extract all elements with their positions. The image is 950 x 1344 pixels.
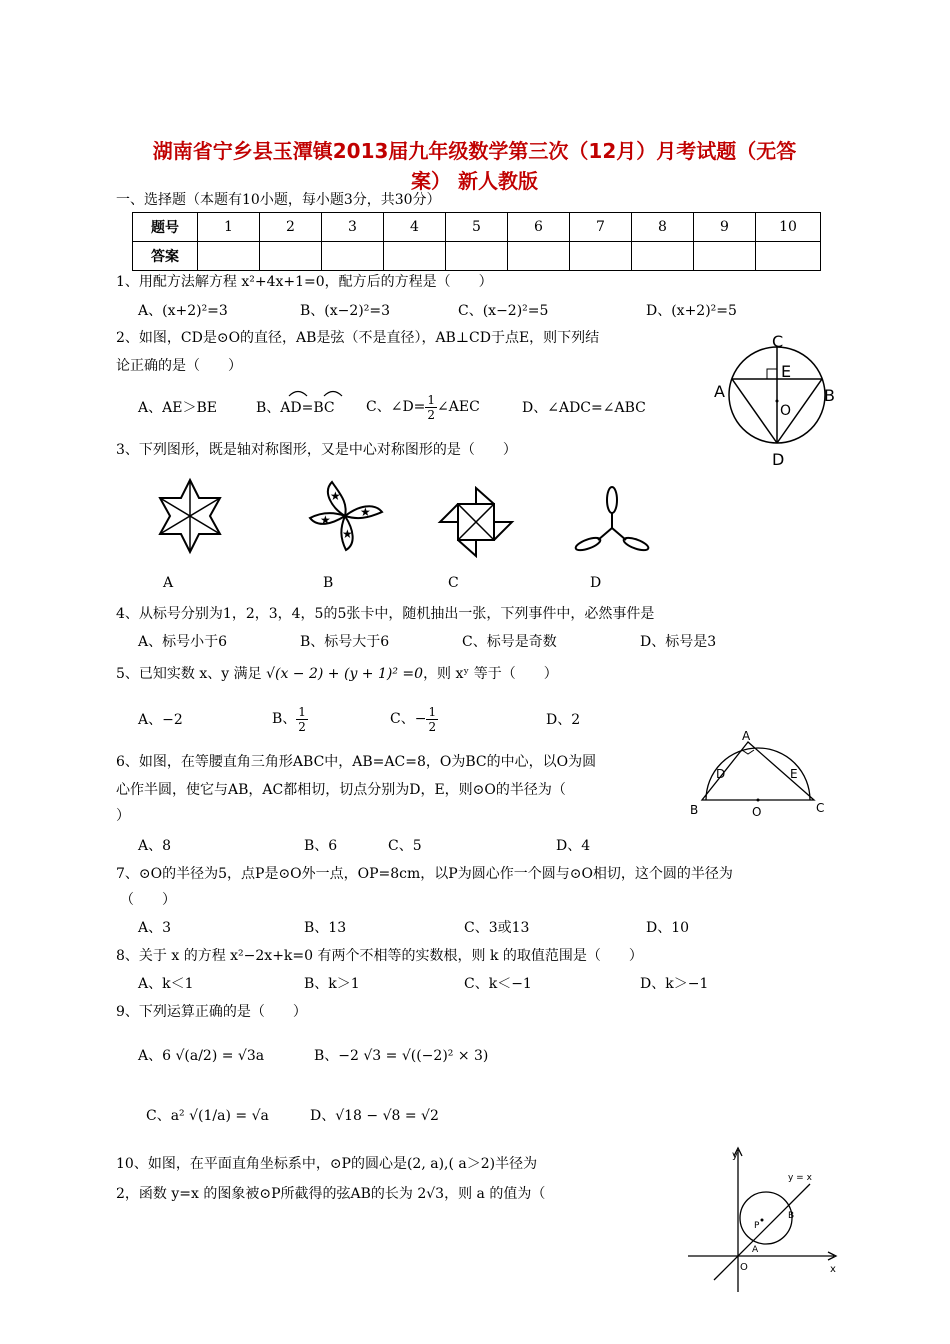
- q5-stem-prefix: 5、已知实数 x、y 满足: [116, 666, 262, 682]
- q9-option-b: B、−2 √3 = √((−2)² × 3): [314, 1048, 489, 1064]
- q6-option-b: B、6: [304, 838, 338, 854]
- row-label-answer: 答案: [133, 242, 198, 271]
- label-E: E: [790, 767, 798, 781]
- q7-option-b: B、13: [304, 920, 347, 936]
- three-blade-figure: [570, 484, 668, 558]
- label-x: x: [830, 1264, 836, 1275]
- answer-table: [132, 212, 821, 271]
- q3-label-b: B: [323, 575, 334, 591]
- answer-cell: [694, 242, 756, 271]
- q8-option-d: D、k＞−1: [640, 976, 709, 992]
- label-O: O: [752, 805, 762, 819]
- table-number: 1: [198, 213, 260, 242]
- label-O: O: [780, 403, 792, 419]
- row-label-question: 题号: [133, 213, 198, 242]
- q10-stem-1: 10、如图，在平面直角坐标系中，⊙P的圆心是(2, a),( a＞2)半径为: [116, 1156, 538, 1172]
- q2-option-d: D、∠ADC=∠ABC: [522, 400, 646, 416]
- label-D: D: [772, 450, 785, 469]
- q3-label-d: D: [590, 575, 602, 591]
- q7-option-c: C、3或13: [464, 920, 530, 936]
- q9-option-c: C、a² √(1/a) = √a: [146, 1108, 269, 1124]
- label-B: B: [690, 803, 699, 817]
- arc-marks: [286, 386, 356, 398]
- q4-stem: 4、从标号分别为1，2，3，4，5的5张卡中，随机抽出一张，下列事件中，必然事件是: [116, 606, 655, 622]
- section-heading: 一、选择题（本题有10小题，每小题3分，共30分）: [116, 192, 441, 208]
- label-line: y = x: [788, 1173, 812, 1183]
- star-icon: ★: [360, 505, 371, 519]
- label-C: C: [816, 801, 825, 815]
- q3-label-a: A: [163, 575, 174, 591]
- q7-option-d: D、10: [646, 920, 690, 936]
- q6-triangle-figure: [684, 728, 834, 820]
- q2-option-c-suffix: ∠AEC: [437, 399, 480, 415]
- exam-title: [112, 136, 837, 196]
- label-D: D: [716, 767, 726, 781]
- q8-option-b: B、k＞1: [304, 976, 360, 992]
- fraction-numerator: 1: [427, 392, 436, 407]
- label-A: A: [752, 1245, 759, 1255]
- q7-stem-1: 7、⊙O的半径为5，点P是⊙O外一点，OP=8cm，以P为圆心作一个圆与⊙O相切，这个圆的半径为: [116, 866, 733, 882]
- half-fraction: [426, 705, 438, 734]
- q5-expression: √(x − 2) + (y + 1)² =0: [266, 666, 424, 682]
- star-icon: ★: [342, 527, 353, 541]
- q4-option-a: A、标号小于6: [138, 634, 228, 650]
- table-number: 6: [508, 213, 570, 242]
- q5-option-b: [272, 702, 308, 736]
- fraction-numerator: 1: [428, 704, 437, 719]
- fraction-numerator: 1: [298, 704, 306, 719]
- q2-option-c-prefix: C、∠D=: [366, 399, 426, 415]
- answer-cell: [198, 242, 260, 271]
- table-number: 3: [322, 213, 384, 242]
- q6-stem-2: 心作半圆，使它与AB，AC都相切，切点分别为D，E，则⊙O的半径为（: [116, 782, 566, 798]
- label-A: A: [714, 382, 725, 401]
- label-y: y: [732, 1150, 738, 1161]
- star-icon: ★: [320, 513, 331, 527]
- fraction-denominator: 2: [427, 407, 436, 422]
- q8-option-a: A、k＜1: [138, 976, 194, 992]
- star-icon: ★: [330, 489, 341, 503]
- q5-option-b-prefix: B、: [272, 711, 297, 727]
- label-O: O: [740, 1262, 748, 1273]
- label-A: A: [742, 729, 751, 743]
- answer-cell: [632, 242, 694, 271]
- q5-option-a: A、−2: [138, 712, 183, 728]
- answer-cell: [508, 242, 570, 271]
- answer-cell: [570, 242, 632, 271]
- q7-option-a: A、3: [138, 920, 172, 936]
- pinwheel-star-figure: [302, 478, 388, 554]
- windmill-figure: [436, 486, 516, 558]
- label-B: B: [824, 386, 835, 405]
- q7-stem-2: （ ）: [120, 892, 176, 908]
- q5-option-d: D、2: [546, 712, 581, 728]
- q9-stem: 9、下列运算正确的是（ ）: [116, 1004, 307, 1020]
- hexagram-figure: [150, 476, 230, 560]
- q8-stem: 8、关于 x 的方程 x²−2x+k=0 有两个不相等的实数根，则 k 的取值范围是（ ）: [116, 948, 643, 964]
- table-number: 4: [384, 213, 446, 242]
- q10-stem-2: 2，函数 y=x 的图象被⊙P所截得的弦AB的长为 2√3，则 a 的值为（: [116, 1186, 546, 1202]
- q9-option-a: A、6 √(a/2) = √3a: [138, 1048, 265, 1064]
- q6-stem-1: 6、如图，在等腰直角三角形ABC中，AB=AC=8，O为BC的中心，以O为圆: [116, 754, 597, 770]
- q1-option-c: C、(x−2)²=5: [458, 303, 549, 319]
- q4-option-c: C、标号是奇数: [462, 634, 557, 650]
- label-E: E: [781, 362, 792, 381]
- table-number: 5: [446, 213, 508, 242]
- half-fraction: [425, 393, 437, 422]
- q9-option-d: D、√18 − √8 = √2: [310, 1108, 439, 1124]
- q1-stem: 1、用配方法解方程 x²+4x+1=0，配方后的方程是（ ）: [116, 274, 493, 290]
- q5-option-c: [390, 702, 438, 736]
- fraction-denominator: 2: [428, 719, 437, 734]
- q3-label-c: C: [448, 575, 459, 591]
- title-line-1: 湖南省宁乡县玉潭镇2013届九年级数学第三次（12月）月考试题（无答: [152, 139, 797, 163]
- label-B: B: [788, 1211, 795, 1221]
- answer-cell: [260, 242, 322, 271]
- q1-option-b: B、(x−2)²=3: [300, 303, 390, 319]
- title-line-2: 案） 新人教版: [411, 169, 538, 193]
- table-number: 8: [632, 213, 694, 242]
- fraction-denominator: 2: [298, 719, 306, 734]
- q8-option-c: C、k＜−1: [464, 976, 532, 992]
- q6-option-a: A、8: [138, 838, 172, 854]
- q1-option-a: A、(x+2)²=3: [138, 303, 228, 319]
- answer-cell: [322, 242, 384, 271]
- q2-stem-2: 论正确的是（ ）: [116, 358, 242, 374]
- q10-coordinate-figure: [684, 1142, 842, 1300]
- q5-stem: [116, 664, 558, 684]
- table-number: 10: [756, 213, 821, 242]
- q5-stem-suffix: ，则 xʸ 等于（ ）: [423, 666, 558, 682]
- table-number: 7: [570, 213, 632, 242]
- q6-option-c: C、5: [388, 838, 422, 854]
- half-fraction: [296, 705, 308, 734]
- answer-cell: [384, 242, 446, 271]
- q6-option-d: D、4: [556, 838, 591, 854]
- q2-option-a: A、AE＞BE: [138, 400, 217, 416]
- label-C: C: [772, 335, 784, 351]
- q6-stem-3: ）: [116, 808, 130, 824]
- q2-option-b-text: B、AD=BC: [256, 400, 335, 416]
- q2-option-b: [256, 398, 335, 418]
- label-P: P: [754, 1221, 760, 1231]
- answer-cell: [756, 242, 821, 271]
- answer-cell: [446, 242, 508, 271]
- table-number: 9: [694, 213, 756, 242]
- q3-stem: 3、下列图形，既是轴对称图形，又是中心对称图形的是（ ）: [116, 442, 517, 458]
- q4-option-b: B、标号大于6: [300, 634, 390, 650]
- q2-stem-1: 2、如图，CD是⊙O的直径，AB是弦（不是直径），AB⊥CD于点E，则下列结: [116, 330, 600, 346]
- answer-table-header-row: [133, 213, 821, 242]
- table-number: 2: [260, 213, 322, 242]
- q4-option-d: D、标号是3: [640, 634, 717, 650]
- q2-circle-figure: [710, 335, 840, 470]
- q5-option-c-prefix: C、−: [390, 711, 427, 727]
- q1-option-d: D、(x+2)²=5: [646, 303, 737, 319]
- q2-option-c: [366, 392, 480, 422]
- answer-table-answer-row: [133, 242, 821, 271]
